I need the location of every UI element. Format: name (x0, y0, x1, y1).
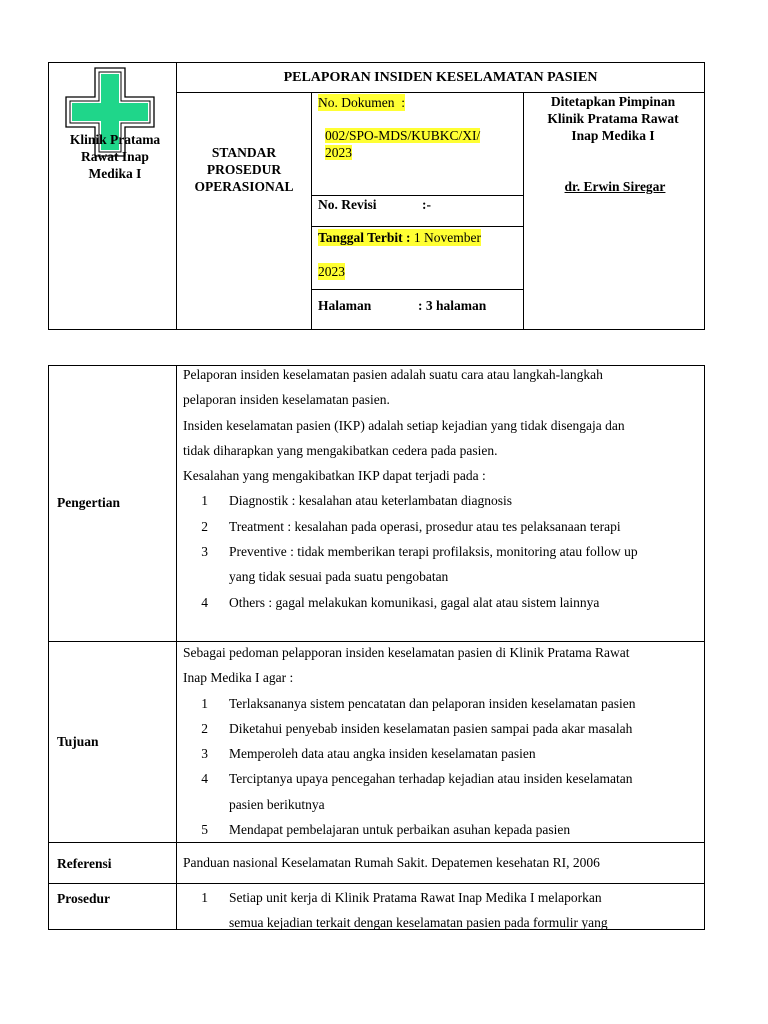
tujuan-line: Inap Medika I agar : (183, 670, 294, 686)
page-label: Halaman (318, 298, 372, 313)
section-body-referensi: Panduan nasional Keselamatan Rumah Sakit. Depatemen kesehatan RI, 2006 (183, 855, 600, 870)
tujuan-line: Sebagai pedoman pelapporan insiden keselamatan pasien di Klinik Pratama Rawat (183, 645, 630, 660)
page-value: : 3 halaman (418, 298, 487, 313)
document-title: PELAPORAN INSIDEN KESELAMATAN PASIEN (283, 70, 598, 85)
issue-date (318, 229, 481, 246)
pengertian-line: tidak diharapkan yang mengakibatkan cedera pada pasien. (183, 442, 498, 458)
list-item-continuation: pasien berikutnya (229, 796, 325, 812)
approval-text: Ditetapkan Pimpinan Klinik Pratama Rawat Inap Medika I (547, 94, 679, 143)
pengertian-line: pelaporan insiden keselamatan pasien. (183, 392, 390, 408)
list-item: 1 Terlaksananya sistem pencatatan dan pelaporan insiden keselamatan pasien (201, 695, 636, 711)
list-item-continuation: semua kejadian terkait dengan keselamatan pasien pada formulir yang (229, 915, 608, 931)
pengertian-line: Pelaporan insiden keselamatan pasien adalah suatu cara atau langkah-langkah (183, 367, 603, 382)
list-item: 1 Diagnostik : kesalahan atau keterlambatan diagnosis (201, 493, 513, 509)
list-item-continuation: yang tidak sesuai pada suatu pengobatan (229, 569, 449, 585)
section-label-pengertian: Pengertian (57, 495, 120, 510)
section-body-tujuan (183, 640, 703, 842)
section-body-pengertian (183, 362, 703, 615)
section-body-prosedur (183, 885, 703, 936)
pengertian-line: Kesalahan yang mengakibatkan IKP dapat terjadi pada : (183, 468, 486, 484)
doc-number-value: 002/SPO-MDS/KUBKC/XI/ 2023 (325, 128, 481, 160)
revision-value: :- (422, 197, 431, 212)
issue-date-year: 2023 (318, 264, 345, 279)
revision-label: No. Revisi (318, 197, 377, 212)
list-item: 5 Mendapat pembelajaran untuk perbaikan asuhan kepada pasien (201, 822, 571, 838)
section-label-prosedur: Prosedur (57, 891, 110, 906)
list-item: 4 Others : gagal melakukan komunikasi, gagal alat atau sistem lainnya (201, 594, 600, 610)
list-item: 2 Diketahui penyebab insiden keselamatan pasien sampai pada akar masalah (201, 720, 633, 736)
pengertian-line: Insiden keselamatan pasien (IKP) adalah setiap kejadian yang tidak disengaja dan (183, 417, 625, 433)
clinic-name: Klinik Pratama Rawat Inap Medika I (69, 132, 161, 181)
list-item: 3 Preventive : tidak memberikan terapi profilaksis, monitoring atau follow up (201, 544, 638, 560)
approver-name: dr. Erwin Siregar (564, 179, 666, 194)
issue-date-label: Tanggal Terbit : (318, 230, 411, 245)
issue-date-value: 1 November (413, 230, 482, 245)
section-label-referensi: Referensi (57, 856, 112, 871)
list-item: 2 Treatment : kesalahan pada operasi, prosedur atau tes pelaksanaan terapi (201, 518, 621, 534)
section-label-tujuan: Tujuan (57, 734, 99, 749)
list-item: 3 Memperoleh data atau angka insiden keselamatan pasien (201, 746, 536, 762)
document-type: STANDAR PROSEDUR OPERASIONAL (194, 145, 294, 194)
doc-number-label: No. Dokumen : (318, 95, 405, 110)
list-item: 1 Setiap unit kerja di Klinik Pratama Rawat Inap Medika I melaporkan (201, 890, 602, 905)
list-item: 4 Terciptanya upaya pencegahan terhadap kejadian atau insiden keselamatan (201, 771, 633, 787)
